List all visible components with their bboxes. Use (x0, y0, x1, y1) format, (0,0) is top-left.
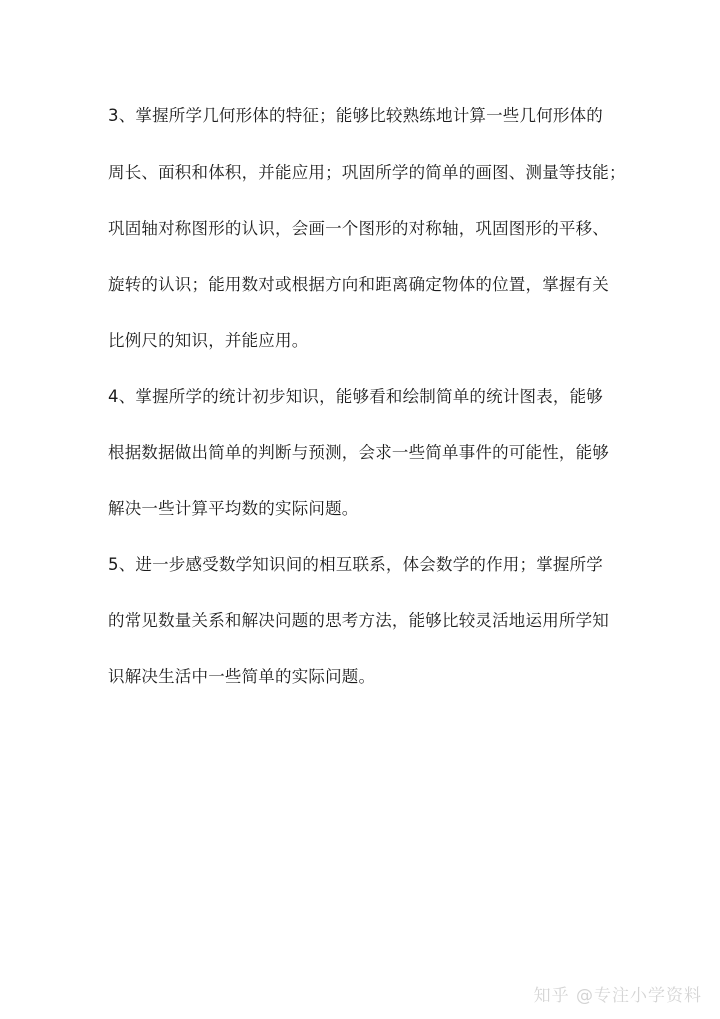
paragraph-line: 4、掌握所学的统计初步知识，能够看和绘制简单的统计图表，能够 (108, 387, 603, 406)
paragraph-line: 周长、面积和体积，并能应用；巩固所学的简单的画图、测量等技能； (108, 163, 626, 182)
paragraph-line: 3、掌握所学几何形体的特征；能够比较熟练地计算一些几何形体的 (108, 106, 603, 125)
paragraph-line: 根据数据做出简单的判断与预测，会求一些简单事件的可能性，能够 (108, 443, 609, 462)
paragraph-line: 识解决生活中一些简单的实际问题。 (108, 667, 376, 686)
paragraph-line: 5、进一步感受数学知识间的相互联系，体会数学的作用；掌握所学 (108, 555, 603, 574)
watermark-text: 知乎 @专注小学资料 (533, 986, 702, 1006)
paragraph-line: 旋转的认识；能用数对或根据方向和距离确定物体的位置，掌握有关 (108, 275, 609, 294)
paragraph-line: 巩固轴对称图形的认识，会画一个图形的对称轴，巩固图形的平移、 (108, 219, 609, 238)
paragraph-line: 比例尺的知识，并能应用。 (108, 331, 309, 350)
paragraph-line: 的常见数量关系和解决问题的思考方法，能够比较灵活地运用所学知 (108, 611, 609, 630)
paragraph-line: 解决一些计算平均数的实际问题。 (108, 499, 359, 518)
